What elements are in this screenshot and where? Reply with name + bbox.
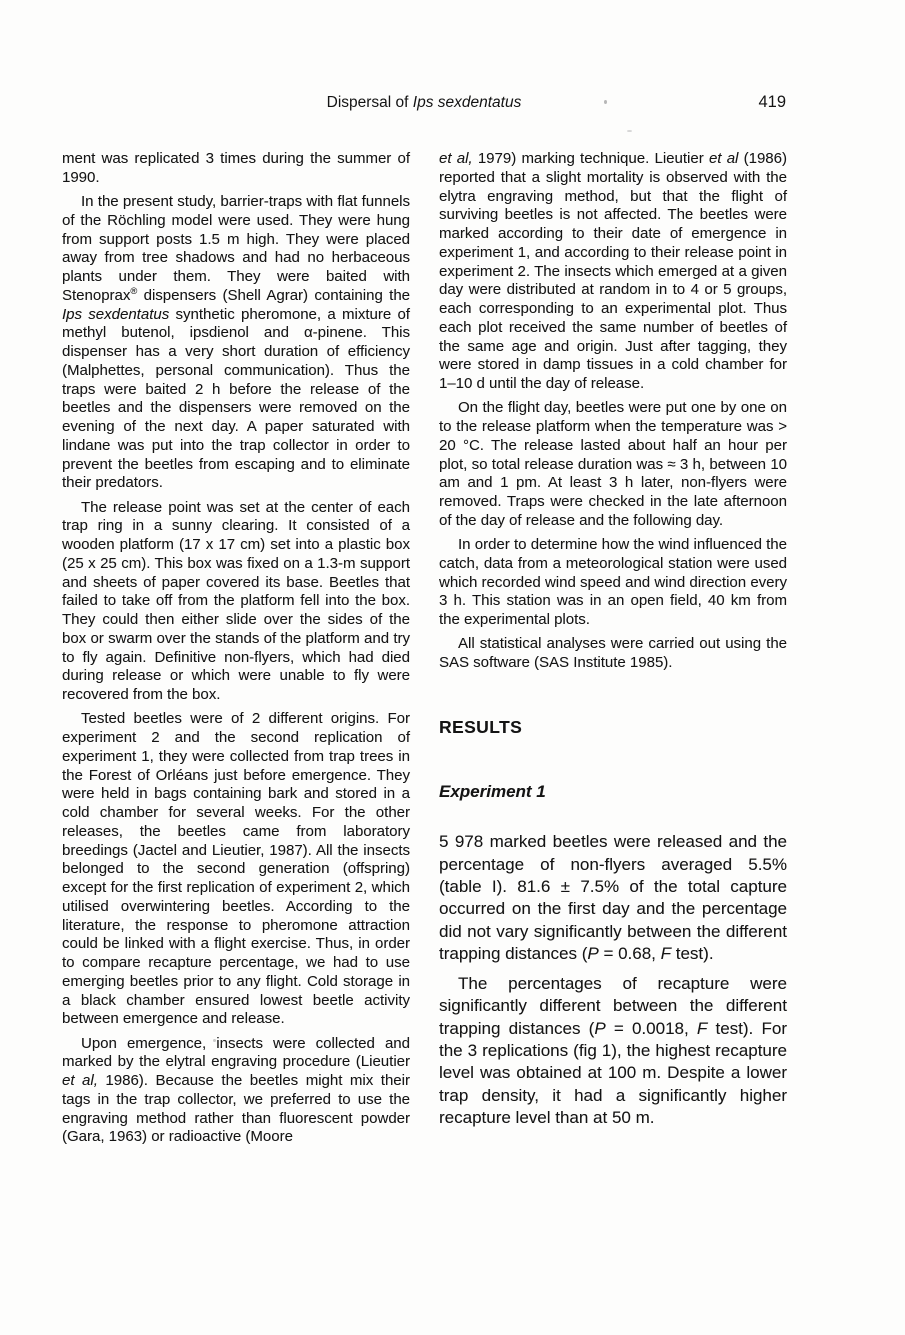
scan-artifact <box>213 1039 216 1042</box>
running-head-species: Ips sexdentatus <box>412 94 522 111</box>
running-head <box>62 94 786 112</box>
paragraph: In order to determine how the wind influenced the catch, data from a meteorological station were used which recorded wind speed and wind direction every 3 h. This station was in an open field, 40 km from the experimental plots. <box>439 536 787 628</box>
paragraph: Upon emergence, insects were collected and marked by the elytral engraving procedure (Lieutier et al, 1986). Because the beetles might mix their tags in the trap collector, we preferred to use the engraving method rather than fluorescent powder (Gara, 1963) or radioactive (Moore <box>62 1034 410 1146</box>
paragraph: The release point was set at the center of each trap ring in a sunny clearing. It consisted of a wooden platform (17 x 17 cm) set into a plastic box (25 x 25 cm). This box was fixed on a 1.3-m support and sheets of paper covered its base. Beetles that failed to take off from the platform fell into the box. They could then either slide over the sides of the box or swarm over the stands of the platform and try to fly again. Definitive non-flyers, which had died during release or which were unable to fly were recovered from the box. <box>62 498 410 703</box>
running-head-title <box>62 94 786 112</box>
paragraph: Tested beetles were of 2 different origins. For experiment 2 and the second replication of experiment 1, they were collected from trap trees in the Forest of Orléans just before emergence. They were held in bags containing bark and stored in a cold chamber for several weeks. For the other releases, the beetles came from laboratory breedings (Jactel and Lieutier, 1987). All the insects belonged to the second generation (offspring) except for the first replication of experiment 2, which utilised overwintering beetles. According to the literature, the response to pheromone attraction could be linked with a flight exercise. Thus, in order to compare recapture percentage, we had to use emerging beetles prior to any flight. Cold storage in a black chamber ensured lowest beetle activity between emergence and release. <box>62 710 410 1028</box>
section-heading: RESULTS <box>439 716 523 737</box>
paragraph: All statistical analyses were carried out using the SAS software (SAS Institute 1985). <box>439 635 787 671</box>
left-column <box>62 150 410 1153</box>
paragraph: On the flight day, beetles were put one by one on to the release platform when the temperature was > 20 °C. The release lasted about half an hour per plot, so total release duration was ≈ 3 h, between 10 am and 1 pm. At least 3 h later, non-flyers were removed. Traps were checked in the late afternoon of the day of release and the following day. <box>439 399 787 529</box>
two-column-body <box>62 150 786 1153</box>
right-column <box>439 150 787 1153</box>
scan-artifact <box>604 100 607 104</box>
paragraph: The percentages of recapture were significantly different between the different trapping distances (P = 0.0018, F test). For the 3 replications (fig 1), the highest recapture level was obtained at 100 m. Despite a lower trap density, it had a significantly higher recapture level than at 50 m. <box>439 973 787 1128</box>
running-head-title-prefix: Dispersal of <box>326 94 413 111</box>
page-number: 419 <box>758 93 786 111</box>
scan-artifact <box>627 130 632 132</box>
paragraph: et al, 1979) marking technique. Lieutier et al (1986) reported that a slight mortality is observed with the elytra engraving method, but that the flight of surviving beetles is not affected. The beetles were marked according to their date of emergence in experiment 1, and according to their release point in experiment 2. The insects which emerged at a given day were distributed at random in to 4 or 5 groups, each corresponding to an experimental plot. Thus each plot received the same number of beetles of the same age and origin. Just after tagging, they were stored in damp tissues in a cold chamber for 1–10 d until the day of release. <box>439 150 787 392</box>
paragraph: ment was replicated 3 times during the summer of 1990. <box>62 150 410 186</box>
subsection-heading: Experiment 1 <box>439 781 546 801</box>
scan-artifact <box>231 1040 235 1042</box>
paragraph: 5 978 marked beetles were released and the percentage of non-flyers averaged 5.5% (table I). 81.6 ± 7.5% of the total capture occurred on the first day and the percentage did not vary significantly between the different trapping distances (P = 0.68, F test). <box>439 832 787 964</box>
paragraph: In the present study, barrier-traps with flat funnels of the Röchling model were used. They were hung from support posts 1.5 m high. They were placed away from tree shadows and had no herbaceous plants under them. They were baited with Stenoprax® dispensers (Shell Agrar) containing the Ips sexdentatus synthetic pheromone, a mixture of methyl butenol, ipsdienol and α-pinene. This dispenser has a very short duration of efficiency (Malphettes, personal communication). Thus the traps were baited 2 h before the release of the beetles and the dispensers were removed on the evening of the next day. A paper saturated with lindane was put into the trap collector in order to prevent the beetles from escaping and to eliminate their predators. <box>62 193 410 492</box>
